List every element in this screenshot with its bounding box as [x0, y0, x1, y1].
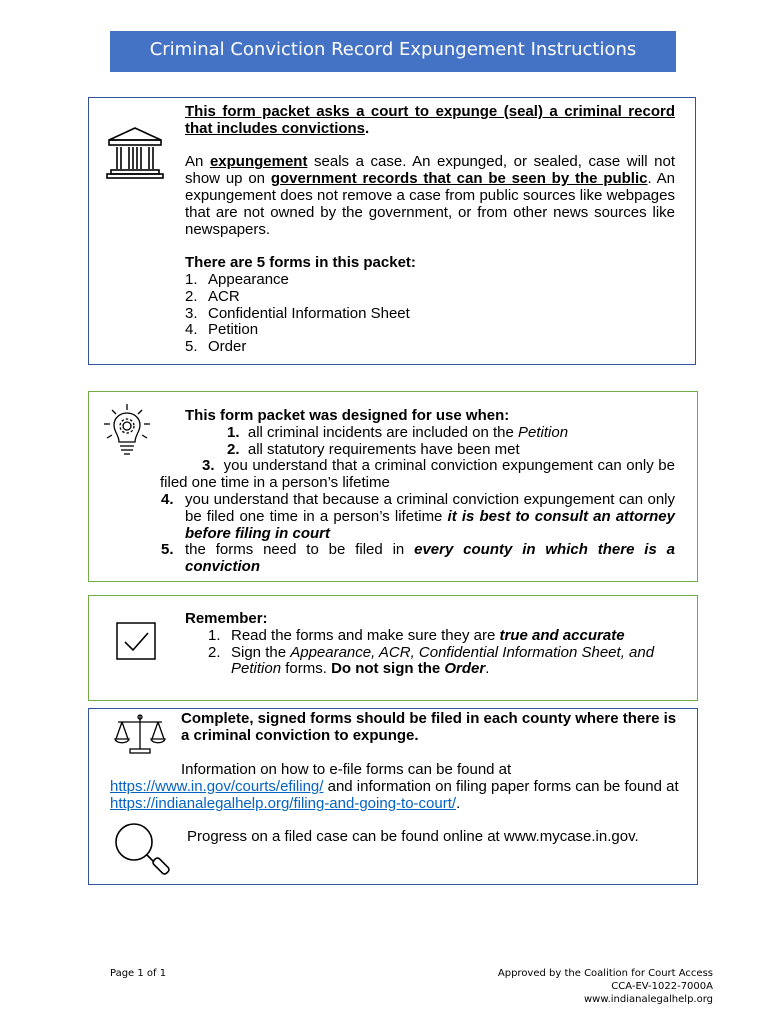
list-item: 3. Confidential Information Sheet: [185, 304, 410, 322]
section3-text: Remember: 1. Read the forms and make sure they are true and accurate 2. Sign the Appearance, ACR, Confidential Information Sheet, and Petition forms. Do not sign the Order.: [185, 610, 655, 678]
document-title: Criminal Conviction Record Expungement Instructions: [110, 31, 676, 72]
forms-list: [185, 272, 675, 356]
section2-heading: This form packet was designed for use when:: [185, 407, 510, 424]
expungement-term: expungement: [209, 153, 308, 171]
list-item: 5. Order: [185, 338, 247, 356]
list-item: 4. Petition: [185, 321, 259, 339]
efile-info: Information on how to e-file forms can be found at https://www.in.gov/courts/efiling/ and information on filing paper forms can be found at https://indianalegalhelp.org/filing-and-going-to-court/.: [110, 761, 679, 812]
forms-heading: There are 5 forms in this packet:: [185, 254, 416, 272]
courthouse-icon: [106, 126, 164, 180]
checkbox-checked-icon: [116, 622, 158, 662]
filing-heading-block: [181, 711, 678, 745]
section1-text: This form packet asks a court to expunge (seal) a criminal record that includes convictions. An expungement seals a case. An expunged, or sealed, case will not show up on government records that can be seen by the public. An expungement does not remove a case from public sources like webpages that are not owned by the government, or from other news sources like newspapers. There are 5 forms in this packet: 1. Appearance 2. ACR 3. Confidential Information Sheet 4. Petition 5. Order: [185, 103, 676, 356]
page-number: Page 1 of 1: [110, 968, 167, 979]
government-records-term: government records that can be seen by the public: [270, 170, 648, 188]
paper-filing-link[interactable]: https://indianalegalhelp.org/filing-and-going-to-court/: [110, 794, 457, 812]
section1-heading: This form packet asks a court to expunge (seal) a criminal record that includes convictions: [185, 103, 675, 137]
footer-approval: Approved by the Coalition for Court Access CCA-EV-1022-7000A www.indianalegalhelp.org: [430, 967, 713, 1006]
filing-heading: Complete, signed forms should be filed in each county where there is a criminal conviction to expunge.: [181, 710, 677, 744]
progress-info: Progress on a filed case can be found online at www.mycase.in.gov.: [187, 828, 639, 845]
footer-website: www.indianalegalhelp.org: [583, 994, 713, 1005]
form-code: CCA-EV-1022-7000A: [611, 981, 713, 992]
remember-heading: Remember:: [185, 610, 268, 627]
list-item: 1. Appearance: [185, 270, 289, 288]
list-item: 2. ACR: [185, 287, 240, 305]
efiling-link[interactable]: https://www.in.gov/courts/efiling/: [110, 777, 324, 795]
section2-text: This form packet was designed for use when: 1. all criminal incidents are included on the Petition 2. all statutory requirements have been met 3. you understand that a criminal conviction expungement can only be filed one time in a person’s lifetime 4. you understand that because a criminal conviction expungement can only be filed one time in a person’s lifetime it is best to consult an attorney before filing in court 5. the forms need to be filed in every county in which there is a conviction: [160, 407, 675, 576]
scales-of-justice-icon: [112, 713, 168, 755]
magnifying-glass-icon: [112, 820, 172, 878]
lightbulb-icon: [102, 402, 152, 458]
